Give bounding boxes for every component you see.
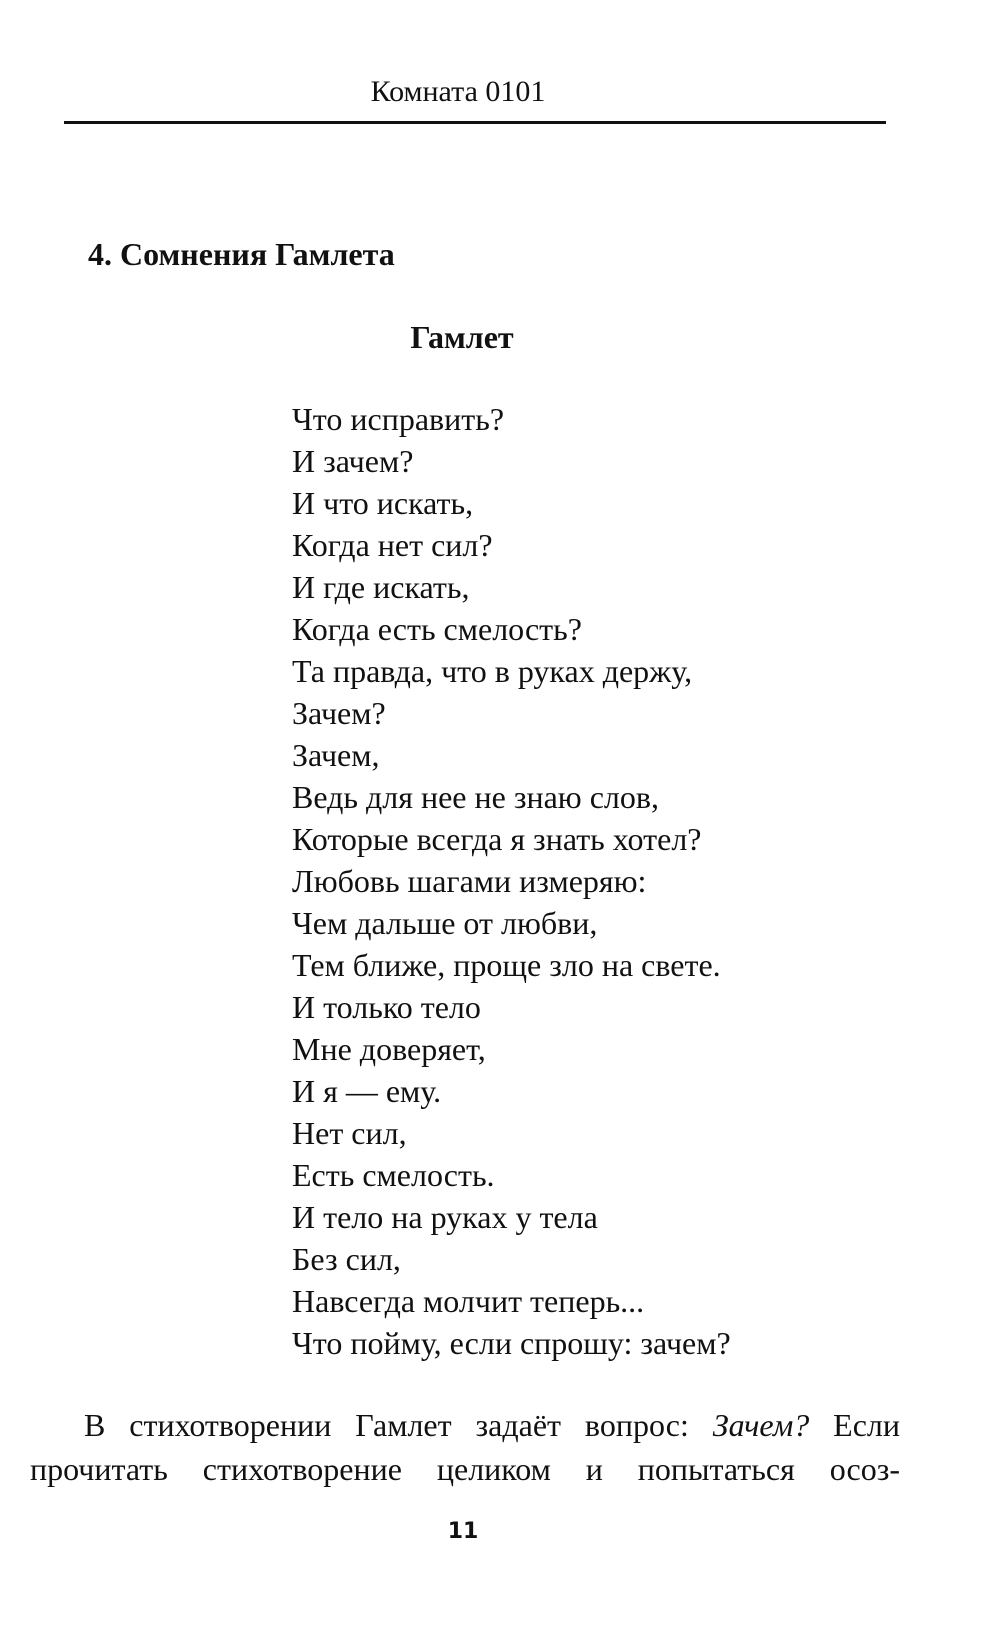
poem-line: И зачем? [292,443,414,479]
body-paragraph [30,1403,900,1491]
poem-line: Что исправить? [292,401,505,437]
poem-line: Ведь для нее не знаю слов, [292,779,659,815]
body-line-2: прочитать стихотворение целиком и попытаться осоз- [30,1451,900,1487]
header-rule [64,121,886,124]
poem-line: Чем дальше от любви, [292,905,598,941]
poem-line: И тело на руках у тела [292,1199,598,1235]
poem-line: Тем ближе, проще зло на свете. [292,947,721,983]
poem-line: Нет сил, [292,1115,407,1151]
poem-line: Зачем, [292,737,380,773]
poem-line: Есть смелость. [292,1157,495,1193]
poem-line: И я — ему. [292,1073,442,1109]
poem-line: И где искать, [292,569,470,605]
poem-line: Когда нет сил? [292,527,493,563]
poem-line: И только тело [292,989,481,1025]
poem-line: И что искать, [292,485,474,521]
poem-line: Когда есть смелость? [292,611,582,647]
body-line-1-end: Если [809,1407,900,1443]
poem-line: Зачем? [292,695,386,731]
body-line-1-start: В стихотворении Гамлет задаёт вопрос: [84,1407,713,1443]
poem-line: Которые всегда я знать хотел? [292,821,702,857]
poem-title: Гамлет [410,319,514,355]
poem-line: Любовь шагами измеряю: [292,863,647,899]
poem-line: Без сил, [292,1241,401,1277]
page-number: 11 [447,1519,479,1544]
body-line-1 [30,1403,900,1447]
body-line-1-italic: Зачем? [712,1407,810,1443]
poem-line: Навсегда молчит теперь... [292,1283,645,1319]
section-title: 4. Сомнения Гамлета [88,236,395,272]
poem-line: Что пойму, если спрошу: зачем? [292,1325,731,1361]
running-header: Комната 0101 [370,75,546,108]
poem-line: Та правда, что в руках держу, [292,653,693,689]
poem-body [292,398,731,1364]
poem-line: Мне доверяет, [292,1031,486,1067]
